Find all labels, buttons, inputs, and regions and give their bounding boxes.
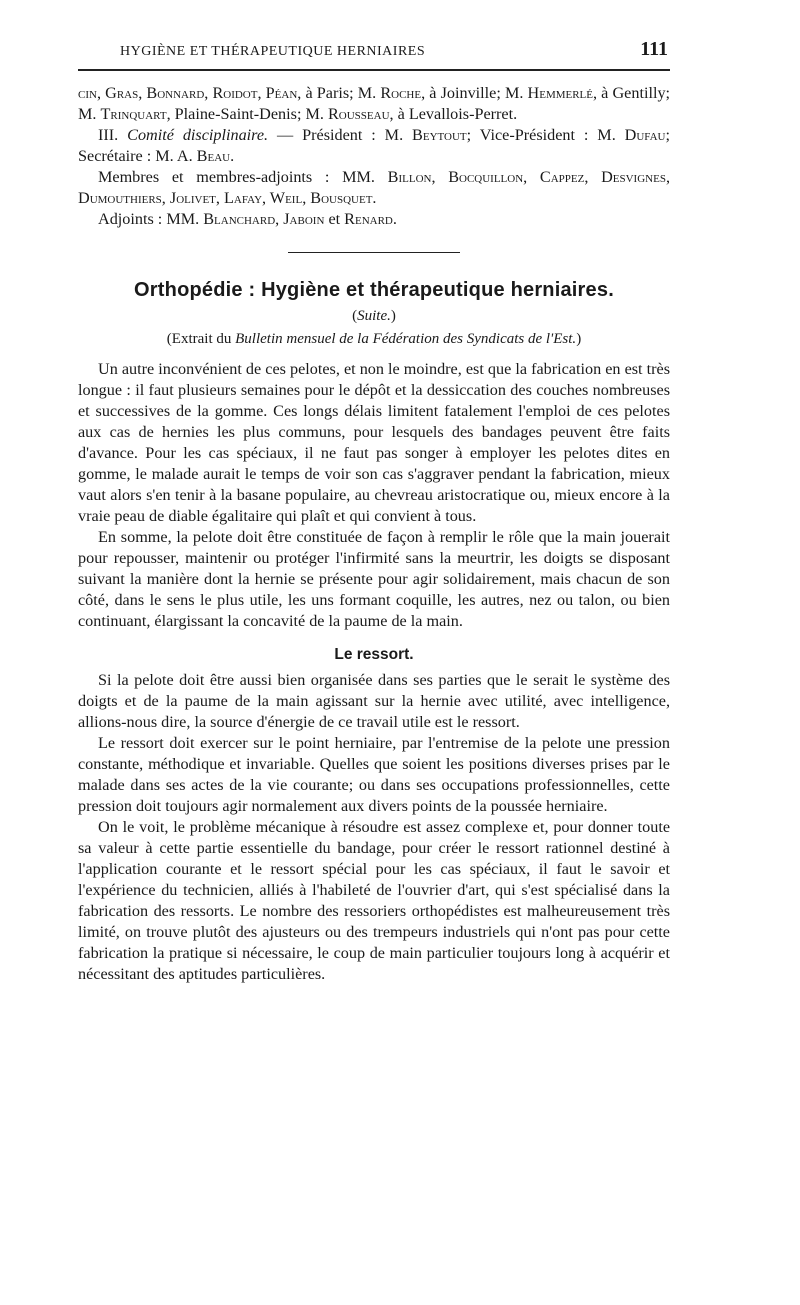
running-title: HYGIÈNE ET THÉRAPEUTIQUE HERNIAIRES <box>120 44 426 59</box>
document-page <box>78 38 670 985</box>
ressort-section <box>78 670 670 985</box>
body-paragraph: On le voit, le problème mécanique à résoudre est assez complexe et, pour donner toute sa valeur à cette partie essentielle du bandage, pour créer le ressort rationnel destiné à l'application courante et le ressort spécial pour les cas spéciaux, il faut le savoir et l'expérience du technicien, alliés à l'habileté de l'ouvrier d'art, qui s'est spécialisé dans la fabrication des ressorts. Le nombre des ressoriers orthopédistes est malheureusement très limité, on trouve plutôt des ajusteurs ou des trempeurs industriels qui n'ont pas pour cette fabrication la pratique si nécessaire, le coup de main particulier toujours long à acquérir et nécessitant des aptitudes particulières. <box>78 818 670 983</box>
body-paragraph: En somme, la pelote doit être constituée de façon à remplir le rôle que la main jouerait pour repousser, maintenir ou protéger l'infirmité sans la meurtrir, les doigts se disposant suivant la manière dont la hernie se présente pour agir solidairement, mais chacun de son côté, dans le sens le plus utile, les uns formant coquille, les autres, nez ou talon, ou bien continuant, élargissant la concavité de la paume de la main. <box>78 528 670 630</box>
committee-members-paragraph: cin, Gras, Bonnard, Roidot, Péan, à Paris; M. Roche, à Joinville; M. Hemmerlé, à Gentilly; M. Trinquart, Plaine-Saint-Denis; M. Rousseau, à Levallois-Perret. <box>78 84 671 123</box>
page-number: 111 <box>640 38 668 60</box>
section-divider <box>288 252 460 253</box>
body-paragraph: Un autre inconvénient de ces pelotes, et non le moindre, est que la fabrication en est très longue : il faut plusieurs semaines pour le dépôt et la dessiccation des couches nombreuses et successives de la gomme. Ces longs délais limitent fatalement l'emploi de ces pelotes aux cas de hernies les plus communs, pour lesquels des bandages peuvent être faits d'avance. Pour les cas spéciaux, il ne faut pas songer à employer les pelotes dites en gomme, le malade aurait le temps de voir son cas s'aggraver pendant la fabrication, mieux vaut alors s'en tenir à la basane populaire, au chevreau aristocratique ou, mieux encore à la vraie peau de diable égalitaire qui plaît et qui convient à tous. <box>78 360 670 525</box>
running-header <box>78 38 670 71</box>
article-body <box>78 359 670 632</box>
subheading-ressort: Le ressort. <box>334 646 414 663</box>
comite-disciplinaire-paragraph: III. Comité disciplinaire. — Président : M. Beytout; Vice-Président : M. Dufau; Secrétaire : M. A. Beau. <box>78 126 670 165</box>
suite-note: (Suite.) <box>352 308 396 324</box>
body-paragraph: Si la pelote doit être aussi bien organisée dans ses parties que le serait le système des doigts et de la paume de la main agissant sur la hernie avec utilité, avec intelligence, allions-nous dire, la source d'énergie de ce travail utile est le ressort. <box>78 671 670 731</box>
source-note: (Extrait du Bulletin mensuel de la Fédération des Syndicats de l'Est.) <box>166 331 582 347</box>
adjoints-paragraph: Adjoints : MM. Blanchard, Jaboin et Renard. <box>98 210 397 228</box>
committee-list <box>78 83 670 230</box>
body-paragraph: Le ressort doit exercer sur le point herniaire, par l'entremise de la pelote une pression constante, méthodique et invariable. Quelles que soient les positions diverses prises par le malade dans ses actes de la vie courante; ou dans ses occupations professionnelles, cette pression doit toujours agir normalement aux divers points de la poussée herniaire. <box>78 734 670 815</box>
article-title: Orthopédie : Hygiène et thérapeutique herniaires. <box>134 279 614 301</box>
membres-paragraph: Membres et membres-adjoints : MM. Billon, Bocquillon, Cappez, Desvignes, Dumouthiers, Jolivet, Lafay, Weil, Bousquet. <box>78 168 670 207</box>
